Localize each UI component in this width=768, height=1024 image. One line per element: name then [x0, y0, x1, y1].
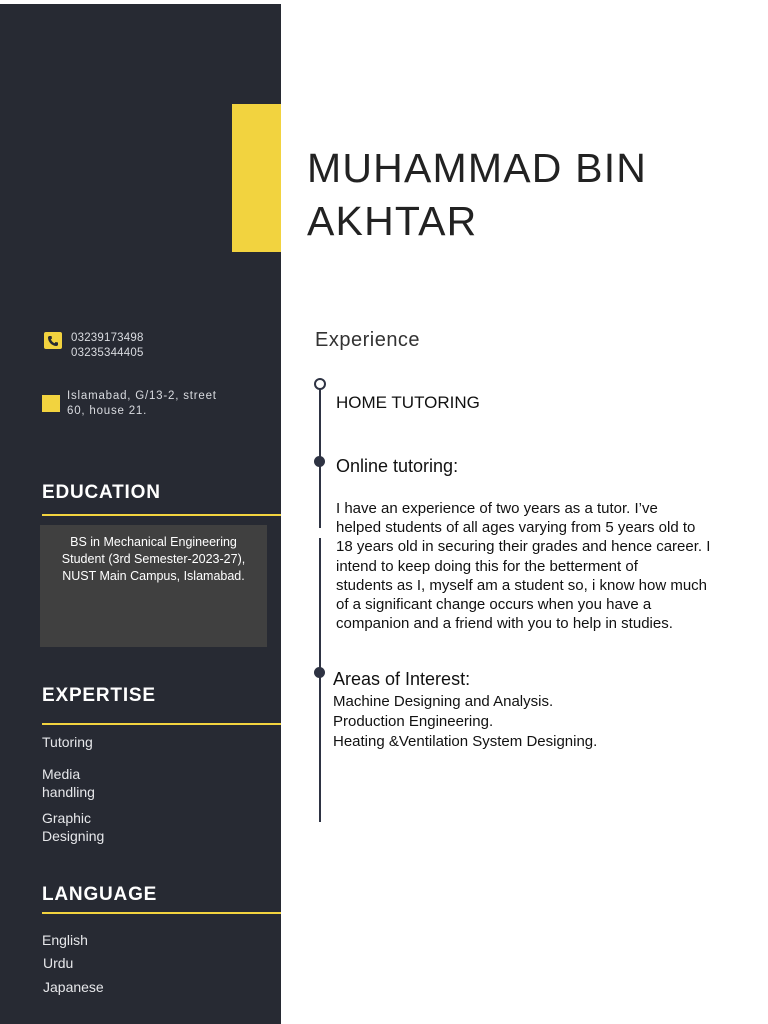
language-item-urdu: Urdu: [43, 955, 74, 971]
timeline-gap: [315, 528, 325, 538]
timeline-dot: [314, 456, 325, 467]
address-line-1: Islamabad, G/13-2, street: [67, 390, 217, 402]
top-strip: [0, 0, 140, 4]
education-line-3: NUST Main Campus, Islamabad.: [62, 569, 245, 583]
expertise-heading: EXPERTISE: [42, 685, 156, 706]
phone-numbers: [71, 331, 144, 361]
phone-icon: [44, 332, 62, 349]
interest-item: Heating &Ventilation System Designing.: [333, 733, 598, 750]
language-heading: LANGUAGE: [42, 884, 158, 905]
timeline-line: [319, 388, 321, 822]
interest-item: Machine Designing and Analysis.: [333, 693, 554, 710]
education-heading: EDUCATION: [42, 482, 161, 503]
education-line-2: Student (3rd Semester-2023-27),: [61, 552, 246, 566]
phone-number-1: 03239173498: [71, 332, 144, 344]
accent-bar: [232, 104, 281, 252]
expertise-rule: [42, 723, 281, 725]
timeline-start-marker: [314, 378, 326, 390]
name-line-1: MUHAMMAD BIN: [307, 145, 648, 191]
education-line-1: BS in Mechanical Engineering: [70, 535, 237, 549]
phone-number-2: 03235344405: [71, 347, 144, 359]
page-title: [307, 142, 647, 248]
job-title: HOME TUTORING: [336, 393, 480, 412]
language-item-japanese: Japanese: [43, 979, 104, 995]
timeline-dot: [314, 667, 325, 678]
name-line-2: AKHTAR: [307, 198, 478, 244]
address: [67, 389, 217, 419]
address-line-2: 60, house 21.: [67, 405, 148, 417]
language-item-english: English: [42, 932, 88, 948]
education-rule: [42, 514, 281, 516]
experience-heading: Experience: [315, 329, 421, 351]
expertise-item-media: Media handling: [42, 766, 95, 800]
location-icon: [42, 395, 60, 412]
expertise-item-tutoring: Tutoring: [42, 734, 93, 750]
language-rule: [42, 912, 281, 914]
job-subtitle: Online tutoring:: [336, 456, 459, 476]
interest-item: Production Engineering.: [333, 713, 494, 730]
experience-description: I have an experience of two years as a tutor. I’ve helped students of all ages varying from 5 years old to 18 years old in securing their grades and hence career. I intend to keep doing this for the betterment of students as I, myself am a student so, i know how much of a significant change occurs when you have a companion and a friend with you to help in studies.: [336, 500, 711, 633]
interests-heading: Areas of Interest:: [333, 669, 471, 689]
expertise-item-graphic: Graphic Designing: [42, 810, 105, 844]
education-box: [40, 525, 267, 647]
